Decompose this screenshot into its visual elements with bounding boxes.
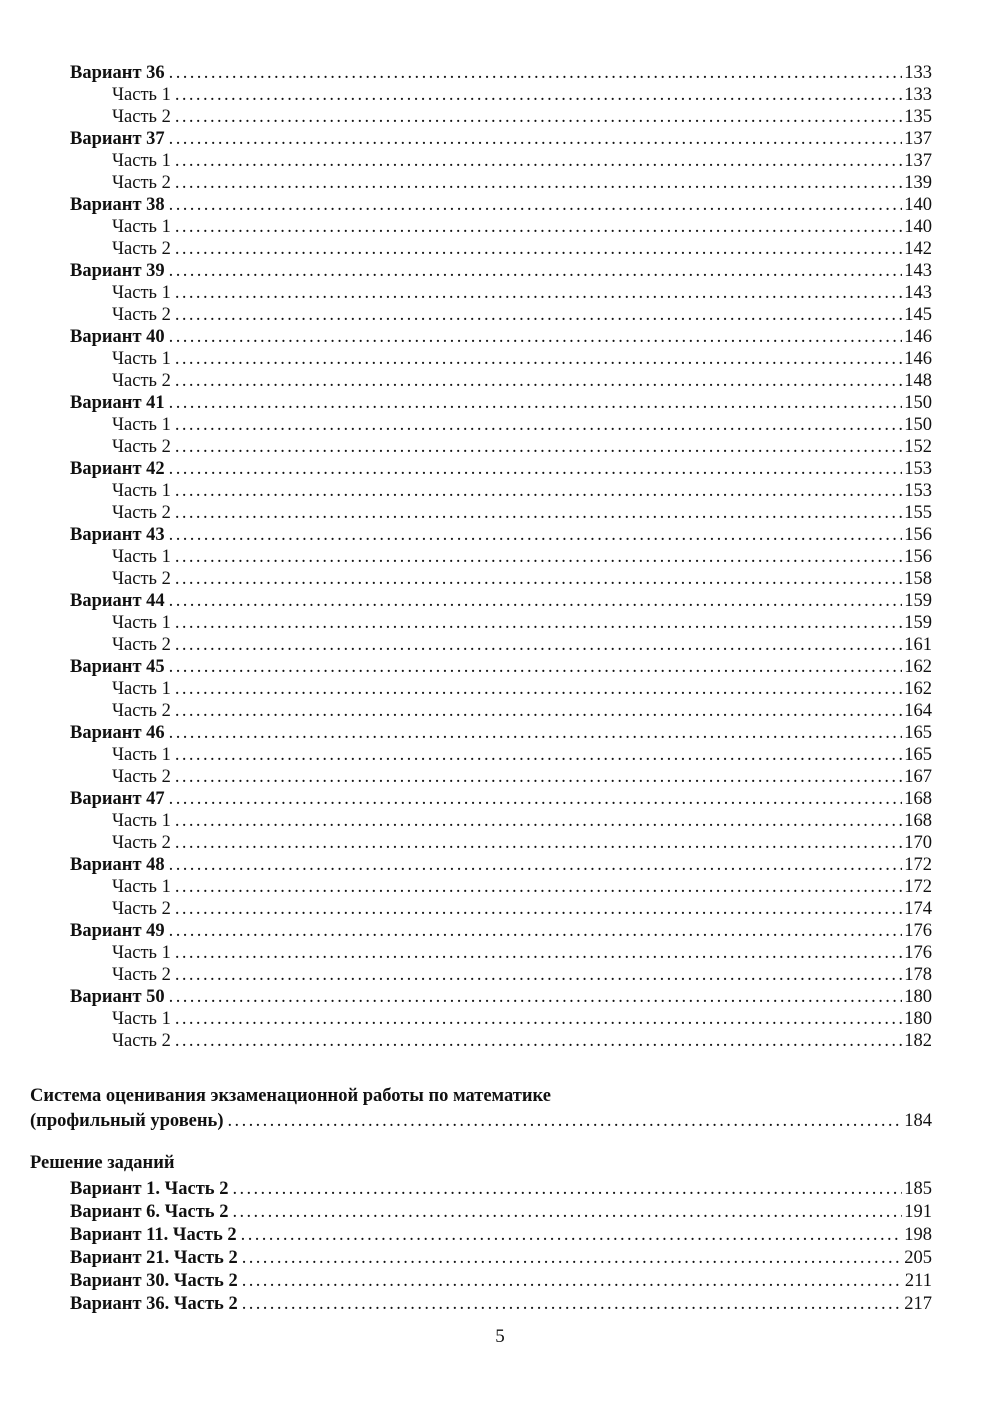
dotted-leader — [175, 84, 902, 106]
dotted-leader — [175, 700, 902, 722]
dotted-leader — [169, 62, 903, 84]
toc-entry-variant — [70, 128, 932, 150]
toc-entry-label: Часть 1 — [112, 943, 171, 963]
toc-entry-variant — [70, 920, 932, 942]
toc-entry-part — [70, 436, 932, 458]
solutions-heading: Решение заданий — [30, 1153, 175, 1173]
dotted-leader — [175, 678, 902, 700]
toc-entry-label: Часть 2 — [112, 1031, 171, 1051]
assessment-line-1 — [30, 1084, 932, 1109]
dotted-leader — [232, 1178, 902, 1200]
toc-entry-label: Часть 2 — [112, 371, 171, 391]
dotted-leader — [175, 370, 902, 392]
toc-entry-label: Часть 1 — [112, 1009, 171, 1029]
toc-entry-part — [70, 700, 932, 722]
toc-entry-label: Вариант 11. Часть 2 — [70, 1225, 237, 1245]
dotted-leader — [175, 414, 902, 436]
toc-entry-part — [70, 238, 932, 260]
toc-entry-page-number: 211 — [904, 1271, 932, 1291]
toc-entry-part — [70, 612, 932, 634]
toc-entry-page-number: 165 — [904, 723, 932, 743]
toc-entry-variant — [70, 986, 932, 1008]
toc-entry-part — [70, 480, 932, 502]
toc-entry-solution — [70, 1270, 932, 1293]
assessment-title-line2: (профильный уровень) — [30, 1111, 224, 1131]
toc-entry-label: Часть 2 — [112, 437, 171, 457]
dotted-leader — [169, 854, 903, 876]
toc-entry-page-number: 159 — [904, 613, 932, 633]
toc-entry-page-number: 146 — [904, 327, 932, 347]
toc-entry-page-number: 153 — [904, 459, 932, 479]
toc-entry-label: Часть 2 — [112, 569, 171, 589]
dotted-leader — [175, 634, 902, 656]
assessment-section — [30, 1084, 932, 1134]
toc-entry-label: Вариант 39 — [70, 261, 165, 281]
toc-entry-label: Часть 1 — [112, 151, 171, 171]
toc-entry-part — [70, 414, 932, 436]
dotted-leader — [175, 436, 902, 458]
toc-entry-label: Вариант 43 — [70, 525, 165, 545]
toc-entry-part — [70, 568, 932, 590]
dotted-leader — [175, 744, 902, 766]
toc-entry-page-number: 176 — [904, 921, 932, 941]
toc-entry-label: Вариант 47 — [70, 789, 165, 809]
toc-entry-label: Вариант 36 — [70, 63, 165, 83]
toc-entry-label: Часть 2 — [112, 635, 171, 655]
dotted-leader — [175, 546, 902, 568]
toc-entry-label: Часть 2 — [112, 239, 171, 259]
toc-entry-label: Часть 1 — [112, 283, 171, 303]
toc-entry-page-number: 158 — [904, 569, 932, 589]
toc-entry-label: Вариант 45 — [70, 657, 165, 677]
dotted-leader — [175, 1008, 902, 1030]
toc-entry-label: Вариант 44 — [70, 591, 165, 611]
toc-entry-part — [70, 282, 932, 304]
toc-entry-page-number: 150 — [904, 415, 932, 435]
toc-entry-page-number: 176 — [904, 943, 932, 963]
dotted-leader — [175, 502, 902, 524]
toc-entry-variant — [70, 722, 932, 744]
solutions-section — [30, 1150, 932, 1316]
dotted-leader — [169, 722, 903, 744]
toc-entry-page-number: 139 — [904, 173, 932, 193]
toc-entry-solution — [70, 1293, 932, 1316]
dotted-leader — [175, 810, 902, 832]
toc-entry-part — [70, 898, 932, 920]
toc-entry-page-number: 148 — [904, 371, 932, 391]
toc-entry-page-number: 185 — [904, 1179, 932, 1199]
toc-entry-label: Часть 2 — [112, 833, 171, 853]
toc-entry-page-number: 145 — [904, 305, 932, 325]
toc-entry-page-number: 205 — [904, 1248, 932, 1268]
toc-entry-label: Часть 1 — [112, 415, 171, 435]
toc-entry-label: Вариант 42 — [70, 459, 165, 479]
toc-entry-page-number: 162 — [904, 679, 932, 699]
dotted-leader — [169, 194, 903, 216]
toc-entry-label: Вариант 1. Часть 2 — [70, 1179, 229, 1199]
toc-entry-part — [70, 744, 932, 766]
assessment-page-number: 184 — [904, 1111, 932, 1131]
toc-entry-part — [70, 810, 932, 832]
toc-entry-label: Вариант 37 — [70, 129, 165, 149]
toc-entry-variant — [70, 326, 932, 348]
dotted-leader — [175, 216, 902, 238]
toc-entry-part — [70, 766, 932, 788]
toc-entry-label: Часть 2 — [112, 305, 171, 325]
toc-entry-label: Часть 2 — [112, 107, 171, 127]
dotted-leader — [175, 568, 902, 590]
toc-entry-part — [70, 106, 932, 128]
toc-entry-page-number: 164 — [904, 701, 932, 721]
dotted-leader — [169, 128, 903, 150]
toc-entry-label: Часть 2 — [112, 965, 171, 985]
toc-entry-label: Часть 1 — [112, 547, 171, 567]
dotted-leader — [175, 832, 902, 854]
dotted-leader — [228, 1109, 903, 1131]
dotted-leader — [169, 986, 903, 1008]
toc-entry-part — [70, 502, 932, 524]
toc-entry-page-number: 156 — [904, 547, 932, 567]
toc-entry-solution — [70, 1178, 932, 1201]
toc-entry-page-number: 161 — [904, 635, 932, 655]
toc-entry-page-number: 137 — [904, 151, 932, 171]
toc-entry-label: Часть 1 — [112, 679, 171, 699]
toc-entry-part — [70, 634, 932, 656]
toc-entry-label: Часть 1 — [112, 85, 171, 105]
toc-entry-part — [70, 84, 932, 106]
toc-entry-label: Вариант 30. Часть 2 — [70, 1271, 238, 1291]
dotted-leader — [175, 942, 902, 964]
toc-entry-variant — [70, 590, 932, 612]
toc-entry-page-number: 165 — [904, 745, 932, 765]
solutions-list — [70, 1178, 932, 1316]
toc-entry-variant — [70, 854, 932, 876]
toc-entry-label: Вариант 36. Часть 2 — [70, 1294, 238, 1314]
toc-entry-label: Часть 2 — [112, 503, 171, 523]
toc-entry-part — [70, 942, 932, 964]
dotted-leader — [169, 656, 903, 678]
toc-entry-page-number: 142 — [904, 239, 932, 259]
toc-entry-page-number: 217 — [904, 1294, 932, 1314]
toc-entry-page-number: 174 — [904, 899, 932, 919]
toc-entry-page-number: 152 — [904, 437, 932, 457]
toc-entry-label: Часть 1 — [112, 811, 171, 831]
toc-entry-variant — [70, 260, 932, 282]
dotted-leader — [175, 480, 902, 502]
toc-entry-label: Вариант 49 — [70, 921, 165, 941]
toc-entry-label: Часть 1 — [112, 745, 171, 765]
variants-list — [70, 62, 932, 1052]
toc-entry-variant — [70, 458, 932, 480]
toc-entry-part — [70, 1030, 932, 1052]
toc-entry-page-number: 198 — [904, 1225, 932, 1245]
toc-entry-part — [70, 370, 932, 392]
toc-entry-variant — [70, 62, 932, 84]
dotted-leader — [175, 304, 902, 326]
toc-entry-label: Часть 1 — [112, 877, 171, 897]
toc-entry-variant — [70, 524, 932, 546]
dotted-leader — [169, 524, 903, 546]
toc-entry-page-number: 170 — [904, 833, 932, 853]
toc-entry-page-number: 133 — [904, 63, 932, 83]
toc-entry-part — [70, 832, 932, 854]
toc-entry-page-number: 153 — [904, 481, 932, 501]
toc-entry-page-number: 167 — [904, 767, 932, 787]
dotted-leader — [169, 458, 903, 480]
toc-entry-label: Вариант 38 — [70, 195, 165, 215]
toc-entry-page-number: 180 — [904, 1009, 932, 1029]
toc-entry-page-number: 182 — [904, 1031, 932, 1051]
dotted-leader — [241, 1224, 903, 1246]
dotted-leader — [175, 1030, 902, 1052]
toc-entry-label: Часть 1 — [112, 217, 171, 237]
toc-entry-variant — [70, 392, 932, 414]
dotted-leader — [175, 238, 902, 260]
toc-entry-label: Часть 1 — [112, 349, 171, 369]
toc-entry-page-number: 146 — [904, 349, 932, 369]
toc-entry-part — [70, 348, 932, 370]
dotted-leader — [242, 1270, 903, 1292]
dotted-leader — [175, 150, 902, 172]
dotted-leader — [169, 590, 903, 612]
toc-entry-solution — [70, 1224, 932, 1247]
toc-entry-part — [70, 1008, 932, 1030]
toc-entry-solution — [70, 1247, 932, 1270]
toc-entry-label: Часть 2 — [112, 767, 171, 787]
toc-entry-page-number: 168 — [904, 811, 932, 831]
toc-entry-page-number: 172 — [904, 855, 932, 875]
toc-entry-page-number: 140 — [904, 195, 932, 215]
page-number: 5 — [495, 1326, 505, 1347]
toc-entry-variant — [70, 656, 932, 678]
toc-entry-label: Вариант 21. Часть 2 — [70, 1248, 238, 1268]
dotted-leader — [175, 612, 902, 634]
dotted-leader — [175, 282, 902, 304]
toc-entry-page-number: 150 — [904, 393, 932, 413]
toc-entry-label: Часть 1 — [112, 613, 171, 633]
dotted-leader — [175, 106, 902, 128]
toc-entry-label: Вариант 48 — [70, 855, 165, 875]
dotted-leader — [175, 348, 902, 370]
assessment-title-line1: Система оценивания экзаменационной работы по математике — [30, 1086, 551, 1106]
toc-entry-label: Часть 1 — [112, 481, 171, 501]
toc-entry-page-number: 156 — [904, 525, 932, 545]
dotted-leader — [242, 1247, 903, 1269]
toc-entry-label: Вариант 50 — [70, 987, 165, 1007]
toc-entry-page-number: 162 — [904, 657, 932, 677]
toc-entry-part — [70, 304, 932, 326]
toc-entry-label: Часть 2 — [112, 899, 171, 919]
dotted-leader — [169, 920, 903, 942]
dotted-leader — [169, 392, 903, 414]
toc-entry-label: Вариант 40 — [70, 327, 165, 347]
toc-entry-page-number: 135 — [904, 107, 932, 127]
toc-entry-page-number: 155 — [904, 503, 932, 523]
toc-entry-label: Часть 2 — [112, 701, 171, 721]
toc-entry-page-number: 140 — [904, 217, 932, 237]
toc-entry-variant — [70, 194, 932, 216]
toc-entry-page-number: 133 — [904, 85, 932, 105]
dotted-leader — [175, 898, 902, 920]
dotted-leader — [175, 766, 902, 788]
toc-entry-page-number: 172 — [904, 877, 932, 897]
toc-entry-page-number: 137 — [904, 129, 932, 149]
toc-entry-part — [70, 964, 932, 986]
toc-entry-label: Вариант 46 — [70, 723, 165, 743]
dotted-leader — [175, 172, 902, 194]
dotted-leader — [169, 260, 903, 282]
toc-entry-page-number: 180 — [904, 987, 932, 1007]
toc-entry-page-number: 159 — [904, 591, 932, 611]
toc-entry-page-number: 143 — [904, 283, 932, 303]
dotted-leader — [232, 1201, 902, 1223]
dotted-leader — [169, 788, 903, 810]
assessment-line-2 — [30, 1109, 932, 1134]
dotted-leader — [169, 326, 903, 348]
toc-entry-part — [70, 876, 932, 898]
toc-entry-part — [70, 678, 932, 700]
dotted-leader — [175, 964, 902, 986]
toc-entry-page-number: 143 — [904, 261, 932, 281]
toc-entry-part — [70, 172, 932, 194]
dotted-leader — [175, 876, 902, 898]
toc-entry-label: Часть 2 — [112, 173, 171, 193]
toc-entry-page-number: 191 — [904, 1202, 932, 1222]
dotted-leader — [242, 1293, 903, 1315]
toc-entry-part — [70, 546, 932, 568]
toc-entry-label: Вариант 6. Часть 2 — [70, 1202, 229, 1222]
toc-entry-page-number: 178 — [904, 965, 932, 985]
toc-entry-solution — [70, 1201, 932, 1224]
toc-entry-label: Вариант 41 — [70, 393, 165, 413]
toc-entry-variant — [70, 788, 932, 810]
toc-entry-page-number: 168 — [904, 789, 932, 809]
toc-entry-part — [70, 216, 932, 238]
toc-entry-part — [70, 150, 932, 172]
